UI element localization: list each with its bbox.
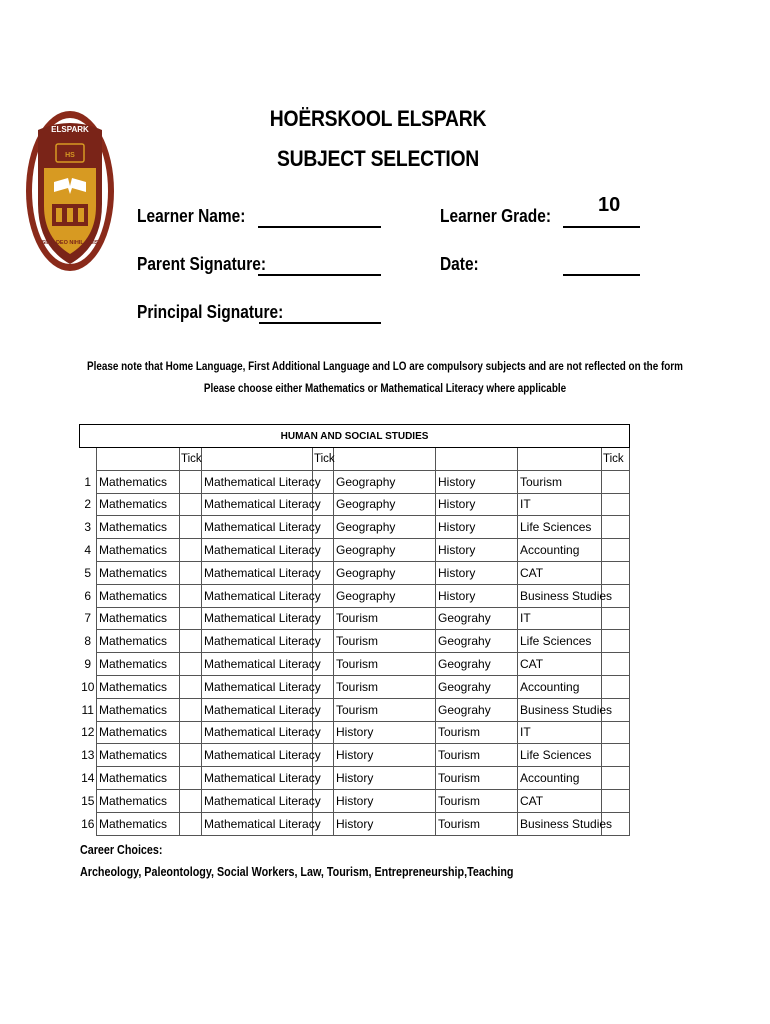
math-tick-box[interactable] (180, 516, 202, 539)
math-option: Mathematics (97, 653, 180, 676)
crest-motto: SINE DEO NIHIL AGIS (41, 240, 99, 246)
row-number: 9 (84, 657, 92, 672)
elective-2: Geograhy (436, 630, 518, 653)
combination-tick-box[interactable] (602, 721, 630, 744)
math-literacy-option: Mathematical Literacy (202, 470, 313, 493)
compulsory-subjects-note: Please note that Home Language, First Additional Language and LO are compulsory subjects and are not reflected on the form (87, 361, 683, 373)
combination-tick-box[interactable] (602, 653, 630, 676)
crest-top-text: ELSPARK (51, 125, 89, 134)
math-tick-box[interactable] (180, 675, 202, 698)
row-number: 16 (81, 816, 95, 831)
combination-tick-box[interactable] (602, 539, 630, 562)
learner-grade-label: Learner Grade: (440, 206, 551, 226)
row-number: 4 (84, 543, 92, 558)
math-literacy-option: Mathematical Literacy (202, 744, 313, 767)
elective-1: Geography (334, 516, 436, 539)
elective-1: Tourism (334, 607, 436, 630)
elective-3: Business Studies (518, 584, 602, 607)
principal-signature-label: Principal Signature: (137, 302, 284, 322)
math-option: Mathematics (97, 630, 180, 653)
math-tick-box[interactable] (180, 653, 202, 676)
math-option: Mathematics (97, 607, 180, 630)
combination-tick-box[interactable] (602, 675, 630, 698)
math-tick-box[interactable] (180, 767, 202, 790)
elective-1: History (334, 721, 436, 744)
math-option: Mathematics (97, 470, 180, 493)
elective-2: History (436, 561, 518, 584)
elective-1: Geography (334, 584, 436, 607)
elective-3: Business Studies (518, 698, 602, 721)
math-literacy-option: Mathematical Literacy (202, 721, 313, 744)
math-tick-box[interactable] (180, 744, 202, 767)
career-choices-list: Archeology, Paleontology, Social Workers, Law, Tourism, Entrepreneurship,Teaching (80, 865, 514, 879)
elective-1: Tourism (334, 675, 436, 698)
table-row (80, 767, 630, 790)
elective-3: Life Sciences (518, 516, 602, 539)
learner-grade-field[interactable] (563, 226, 640, 228)
math-tick-box[interactable] (180, 470, 202, 493)
row-number: 10 (81, 679, 95, 694)
table-title-row (80, 425, 630, 448)
table-header-row (80, 448, 630, 471)
table-row (80, 698, 630, 721)
elective-1: Tourism (334, 630, 436, 653)
elective-3: Accounting (518, 767, 602, 790)
row-number: 12 (81, 725, 95, 740)
math-option: Mathematics (97, 812, 180, 835)
math-option: Mathematics (97, 539, 180, 562)
math-literacy-option: Mathematical Literacy (202, 630, 313, 653)
combination-tick-box[interactable] (602, 493, 630, 516)
math-option: Mathematics (97, 789, 180, 812)
elective-2: Tourism (436, 789, 518, 812)
math-tick-box[interactable] (180, 584, 202, 607)
subject-selection-table (79, 424, 630, 836)
math-option: Mathematics (97, 744, 180, 767)
learner-grade-value: 10 (598, 194, 621, 216)
elective-2: Geograhy (436, 607, 518, 630)
math-tick-box[interactable] (180, 561, 202, 584)
math-literacy-option: Mathematical Literacy (202, 767, 313, 790)
elective-3: Business Studies (518, 812, 602, 835)
elective-2: Tourism (436, 812, 518, 835)
elective-2: History (436, 516, 518, 539)
section-title: HUMAN AND SOCIAL STUDIES (80, 425, 630, 448)
math-option: Mathematics (97, 516, 180, 539)
elective-3: Life Sciences (518, 630, 602, 653)
row-number: 7 (84, 611, 92, 626)
math-literacy-option: Mathematical Literacy (202, 584, 313, 607)
math-option: Mathematics (97, 721, 180, 744)
math-literacy-option: Mathematical Literacy (202, 607, 313, 630)
maths-choice-note: Please choose either Mathematics or Mathematical Literacy where applicable (203, 383, 567, 395)
elective-2: Geograhy (436, 698, 518, 721)
math-option: Mathematics (97, 584, 180, 607)
elective-1: Geography (334, 493, 436, 516)
elective-3: CAT (518, 561, 602, 584)
table-row (80, 470, 630, 493)
row-number: 13 (81, 748, 95, 763)
elective-3: IT (518, 721, 602, 744)
career-choices-title: Career Choices: (80, 843, 163, 857)
math-literacy-option: Mathematical Literacy (202, 812, 313, 835)
math-option: Mathematics (97, 675, 180, 698)
math-tick-box[interactable] (180, 607, 202, 630)
table-row (80, 539, 630, 562)
elective-2: History (436, 539, 518, 562)
math-literacy-option: Mathematical Literacy (202, 653, 313, 676)
math-tick-box[interactable] (180, 630, 202, 653)
math-tick-box[interactable] (180, 721, 202, 744)
elective-2: History (436, 470, 518, 493)
date-field[interactable] (563, 274, 640, 276)
table-row (80, 653, 630, 676)
math-tick-box[interactable] (180, 698, 202, 721)
math-literacy-option: Mathematical Literacy (202, 516, 313, 539)
elective-1: History (334, 812, 436, 835)
parent-signature-field[interactable] (258, 274, 381, 276)
school-name: HOËRSKOOL ELSPARK (269, 106, 487, 131)
elective-3: Accounting (518, 675, 602, 698)
tick-header-3: Tick (602, 448, 630, 471)
math-option: Mathematics (97, 493, 180, 516)
elective-2: History (436, 584, 518, 607)
elective-2: Geograhy (436, 653, 518, 676)
table-row (80, 561, 630, 584)
math-literacy-option: Mathematical Literacy (202, 561, 313, 584)
elective-2: History (436, 493, 518, 516)
table-row (80, 789, 630, 812)
combination-tick-box[interactable] (602, 789, 630, 812)
elective-2: Geograhy (436, 675, 518, 698)
tick-header-1: Tick (180, 448, 202, 471)
math-literacy-option: Mathematical Literacy (202, 698, 313, 721)
row-number: 5 (84, 565, 92, 580)
elective-3: IT (518, 607, 602, 630)
math-literacy-option: Mathematical Literacy (202, 675, 313, 698)
elective-1: History (334, 767, 436, 790)
learner-name-field[interactable] (258, 226, 381, 228)
math-tick-box[interactable] (180, 539, 202, 562)
learner-name-label: Learner Name: (137, 206, 246, 226)
row-number: 6 (84, 588, 92, 603)
table-row (80, 721, 630, 744)
combination-tick-box[interactable] (602, 516, 630, 539)
math-literacy-option: Mathematical Literacy (202, 493, 313, 516)
tick-header-2: Tick (313, 448, 334, 471)
combination-tick-box[interactable] (602, 561, 630, 584)
date-label: Date: (440, 254, 479, 274)
row-number: 8 (84, 634, 92, 649)
math-option: Mathematics (97, 698, 180, 721)
elective-1: Geography (334, 539, 436, 562)
elective-1: Geography (334, 561, 436, 584)
table-row (80, 744, 630, 767)
table-row (80, 812, 630, 835)
elective-3: Accounting (518, 539, 602, 562)
elective-3: Tourism (518, 470, 602, 493)
math-literacy-option: Mathematical Literacy (202, 789, 313, 812)
principal-signature-field[interactable] (259, 322, 381, 324)
elective-2: Tourism (436, 767, 518, 790)
math-tick-box[interactable] (180, 789, 202, 812)
elective-1: History (334, 744, 436, 767)
school-crest-logo (24, 108, 116, 274)
math-literacy-option: Mathematical Literacy (202, 539, 313, 562)
elective-3: Life Sciences (518, 744, 602, 767)
math-option: Mathematics (97, 767, 180, 790)
parent-signature-label: Parent Signature: (137, 254, 267, 274)
row-number: 14 (81, 771, 95, 786)
table-row (80, 607, 630, 630)
elective-2: Tourism (436, 744, 518, 767)
elective-3: CAT (518, 789, 602, 812)
row-number: 11 (81, 702, 94, 717)
elective-2: Tourism (436, 721, 518, 744)
crest-initials: HS (65, 152, 75, 159)
table-row (80, 630, 630, 653)
math-tick-box[interactable] (180, 812, 202, 835)
form-title: SUBJECT SELECTION (276, 146, 480, 171)
elective-1: Geography (334, 470, 436, 493)
combination-tick-box[interactable] (602, 767, 630, 790)
row-number: 2 (84, 497, 92, 512)
row-number: 15 (81, 793, 95, 808)
math-option: Mathematics (97, 561, 180, 584)
combination-tick-box[interactable] (602, 470, 630, 493)
elective-3: CAT (518, 653, 602, 676)
table-row (80, 516, 630, 539)
row-number: 1 (84, 474, 92, 489)
table-row (80, 584, 630, 607)
combination-tick-box[interactable] (602, 607, 630, 630)
elective-1: Tourism (334, 653, 436, 676)
table-row (80, 675, 630, 698)
math-tick-box[interactable] (180, 493, 202, 516)
elective-3: IT (518, 493, 602, 516)
table-row (80, 493, 630, 516)
combination-tick-box[interactable] (602, 630, 630, 653)
elective-1: Tourism (334, 698, 436, 721)
combination-tick-box[interactable] (602, 744, 630, 767)
elective-1: History (334, 789, 436, 812)
row-number: 3 (84, 520, 92, 535)
